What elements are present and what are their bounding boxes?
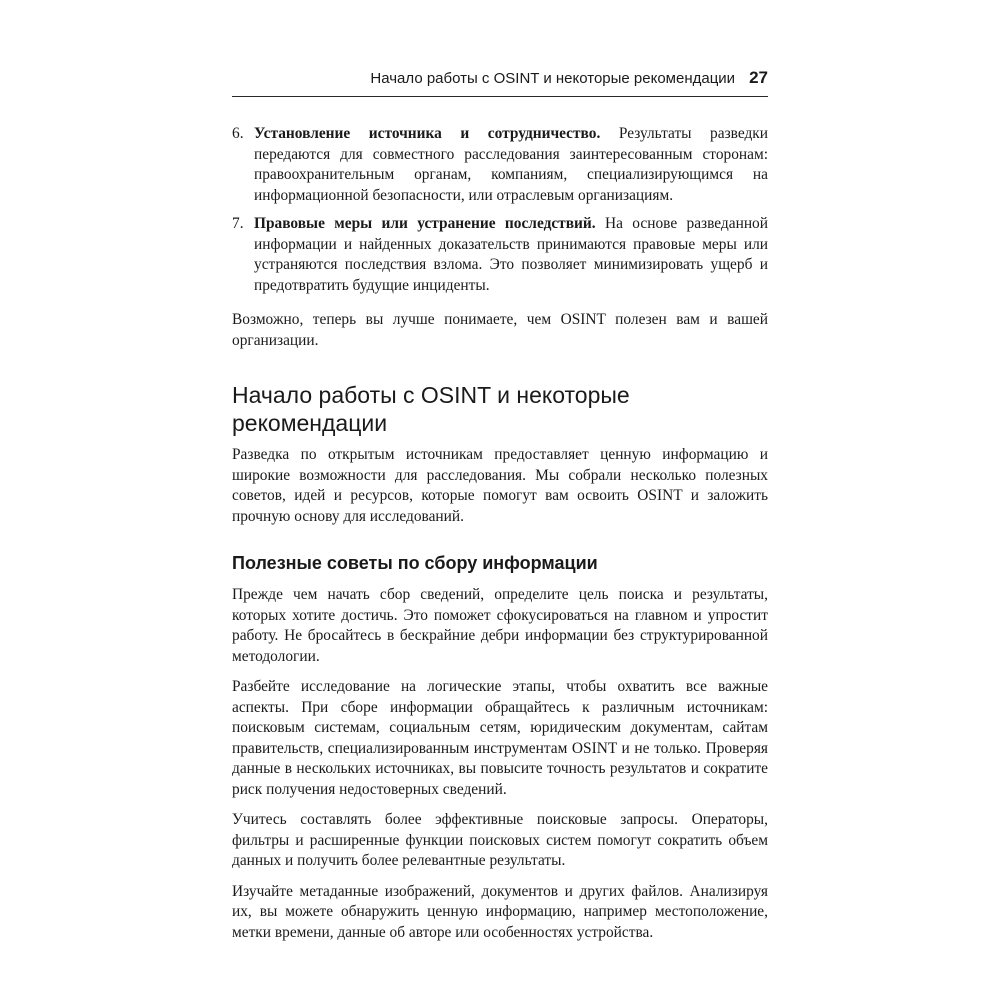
- page-number: 27: [749, 68, 768, 87]
- page-content: [232, 124, 768, 953]
- section-heading: Начало работы с OSINT и некоторые рекомендации: [232, 382, 630, 436]
- list-item-number: 7.: [232, 215, 244, 232]
- body-paragraph: Разбейте исследование на логические этапы, чтобы охватить все важные аспекты. При сборе информации обращайтесь к различным источникам: поисковым системам, социальным сетям, юридическим документам, сайтам правительств, специализированным инструментам OSINT и не только. Проверяя данные в нескольких источниках, вы повысите точность результатов и сократите риск получения недостоверных сведений.: [232, 678, 768, 798]
- body-paragraph: Прежде чем начать сбор сведений, определите цель поиска и результаты, которых хотите достичь. Это поможет сфокусироваться на главном и упростит работу. Не бросайтесь в бескрайние дебри информации без структурированной методологии.: [232, 586, 768, 665]
- list-item: [232, 124, 768, 206]
- list-item: [232, 214, 768, 296]
- list-item-text: На основе разведанной информации и найденных доказательств принимаются правовые меры или устраняются последствия взлома. Это позволяет минимизировать ущерб и предотвратить будущие инциденты.: [254, 215, 768, 294]
- body-paragraph: Изучайте метаданные изображений, документов и других файлов. Анализируя их, вы можете обнаружить ценную информацию, например местоположение, метки времени, данные об авторе или особенностях устройства.: [232, 882, 768, 941]
- book-page: [232, 0, 768, 1000]
- subsection-heading: Полезные советы по сбору информации: [232, 553, 598, 573]
- running-header: [232, 64, 768, 92]
- body-paragraph: Учитесь составлять более эффективные поисковые запросы. Операторы, фильтры и расширенные функции поисковых систем помогут сократить объем данных и получить более релевантные результаты.: [232, 811, 768, 869]
- list-item-number: 6.: [232, 125, 244, 142]
- running-header-title: Начало работы с OSINT и некоторые рекомендации: [370, 70, 736, 87]
- closing-paragraph: Возможно, теперь вы лучше понимаете, чем OSINT полезен вам и вашей организации.: [232, 311, 768, 349]
- header-divider: [232, 96, 768, 97]
- list-item-text: Результаты разведки передаются для совместного расследования заинтересованным сторонам: правоохранительным органам, компаниям, специализирующимся на информационной безопасности, или отраслевым организациям.: [254, 125, 769, 204]
- list-item-bold-lead: Установление источника и сотрудничество.: [254, 125, 601, 142]
- section-intro-paragraph: Разведка по открытым источникам предоставляет ценную информацию и широкие возможности для расследования. Мы собрали несколько полезных советов, идей и ресурсов, которые помогут вам освоить OSINT и заложить прочную основу для исследований.: [232, 446, 768, 525]
- list-item-bold-lead: Правовые меры или устранение последствий.: [254, 215, 596, 232]
